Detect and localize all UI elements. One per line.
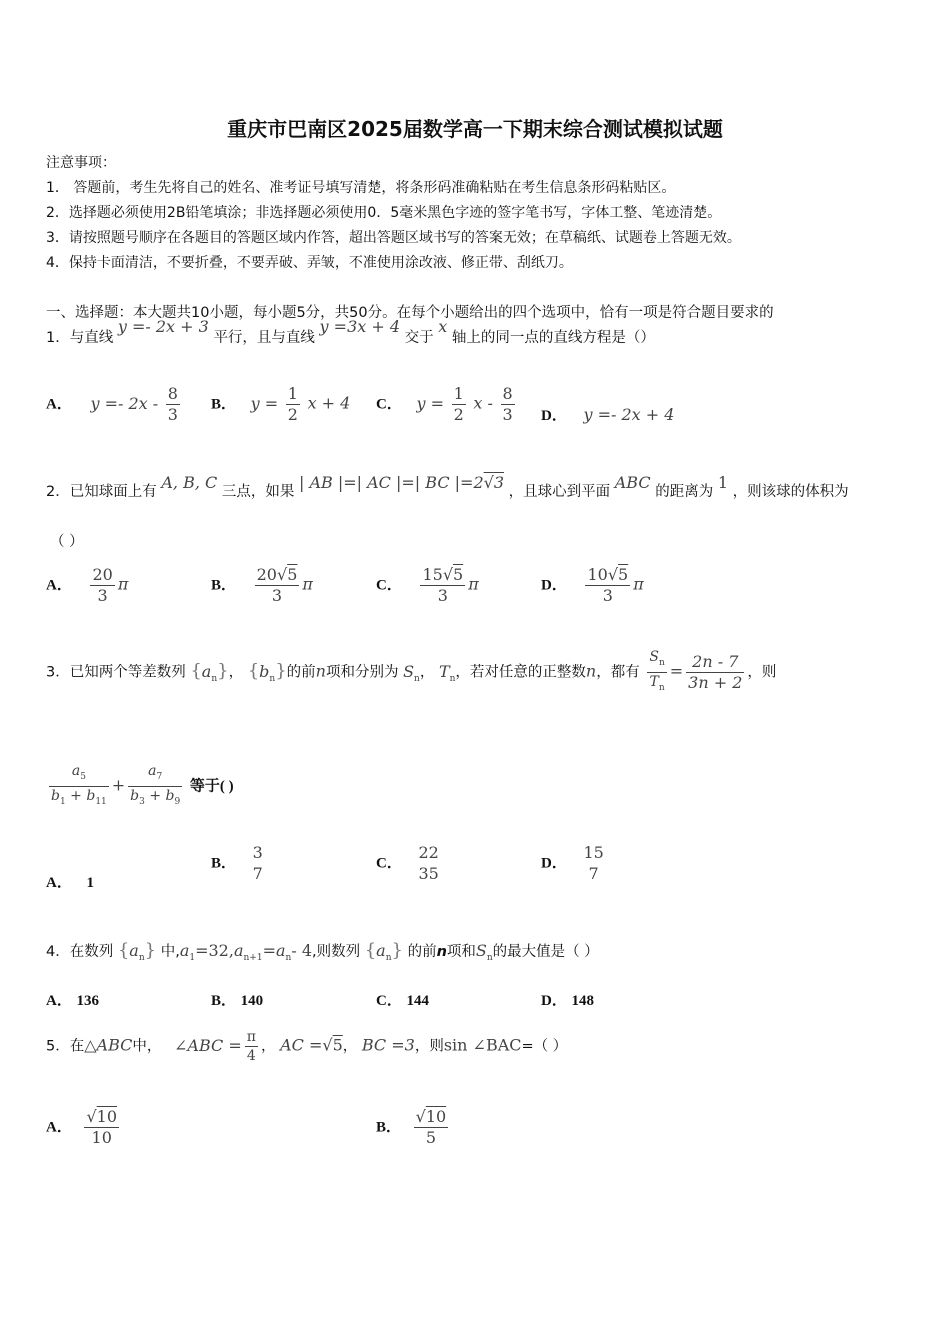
notice-item: 4．保持卡面清洁，不要折叠，不要弄破、弄皱，不准使用涂改液、修正带、刮纸刀。 <box>46 255 573 271</box>
option-c[interactable]: C． y = $\frac{1}{2}$ x - $\frac{8}{3}$ <box>376 384 513 424</box>
equation: y =3x + 4 <box>319 317 401 336</box>
option-a[interactable]: A． y =- 2x - $\frac{8}{3}$ <box>46 384 178 424</box>
question-3: 3．已知两个等差数列 $\{a_n\}$， $\{b_n\}$的前n项和分别为 $S_n$， $T_n$，若对任意的正整数n，都有 $\frac{S_n}{T_n}$ = $\frac{2n - 7}{3n + 2}$ ，则 <box>46 649 777 693</box>
option-b[interactable]: B． y = $\frac{1}{2}$ x + 4 <box>211 384 351 424</box>
option-c[interactable]: C． $\frac{15√5}{3}$ π <box>376 565 479 605</box>
question-number: 5． <box>46 1038 70 1055</box>
equation: y =- 2x + 3 <box>117 317 209 336</box>
option-d[interactable]: D． 148 <box>541 993 594 1009</box>
option-d[interactable]: D． $\frac{10√5}{3}$ π <box>541 565 644 605</box>
notice-heading: 注意事项： <box>46 155 116 171</box>
option-b[interactable]: B． $\frac{20√5}{3}$ π <box>211 565 313 605</box>
question-2: 2．已知球面上有 A, B, C 三点，如果 | AB |=| AC |=| BC |=2√3 ，且球心到平面 ABC 的距离为 1 ，则该球的体积为 <box>46 473 849 500</box>
question-number: 3． <box>46 664 70 681</box>
question-number: 1． <box>46 330 70 346</box>
option-c[interactable]: C． 144 <box>376 993 429 1009</box>
option-d[interactable]: D． y =- 2x + 4 <box>541 405 675 424</box>
notice-item: 2．选择题必须使用2B铅笔填涂；非选择题必须使用0．5毫米黑色字迹的签字笔书写，字体工整、笔迹清楚。 <box>46 205 722 221</box>
section-heading: 一、选择题：本大题共10小题，每小题5分，共50分。在每个小题给出的四个选项中，恰有一项是符合题目要求的 <box>46 305 774 321</box>
question-4: 4．在数列 $\{a_n\}$ 中$,a_1=32,a_{n+1}=a_n-$ 4,则数列 $\{a_n\}$ 的前n项和$S_n$的最大值是（ ） <box>46 940 599 963</box>
question-3-expression: $\frac{a_5}{b_1 + b_{11}}$ + $\frac{a_7}{b_3 + b_9}$ 等于( ) <box>51 763 234 807</box>
option-a[interactable]: A． $\frac{√10}{10}$ <box>46 1107 118 1147</box>
question-number: 2． <box>46 484 70 500</box>
notice-item: 1． 答题前，考生先将自己的姓名、准考证号填写清楚，将条形码准确粘贴在考生信息条形码粘贴区。 <box>46 180 676 196</box>
page-title: 重庆市巴南区2025届数学高一下期末综合测试模拟试题 <box>227 117 723 141</box>
option-a[interactable]: A． 1 <box>46 875 94 891</box>
option-a[interactable]: A． 136 <box>46 993 99 1009</box>
equation: x <box>438 317 448 336</box>
option-d[interactable]: D． 15 7 <box>541 843 604 883</box>
option-c[interactable]: C． 22 35 <box>376 843 439 883</box>
option-b[interactable]: B． 3 7 <box>211 843 263 883</box>
question-1: 1．与直线 y =- 2x + 3 平行，且与直线 y =3x + 4 交于 x 轴上的同一点的直线方程是（） <box>46 317 655 346</box>
question-5: 5．在△ABC中， ∠ABC = $\frac{\pi}{4}$ ， AC =√5， BC =3，则sin ∠BAC=（ ） <box>46 1029 568 1064</box>
option-b[interactable]: B． $\frac{√10}{5}$ <box>376 1107 447 1147</box>
option-a[interactable]: A． $\frac{20}{3}$ π <box>46 565 129 605</box>
option-b[interactable]: B． 140 <box>211 993 264 1009</box>
notice-item: 3．请按照题号顺序在各题目的答题区域内作答，超出答题区域书写的答案无效；在草稿纸、试题卷上答题无效。 <box>46 230 741 246</box>
answer-paren: （ ） <box>50 534 84 550</box>
question-number: 4． <box>46 944 70 960</box>
